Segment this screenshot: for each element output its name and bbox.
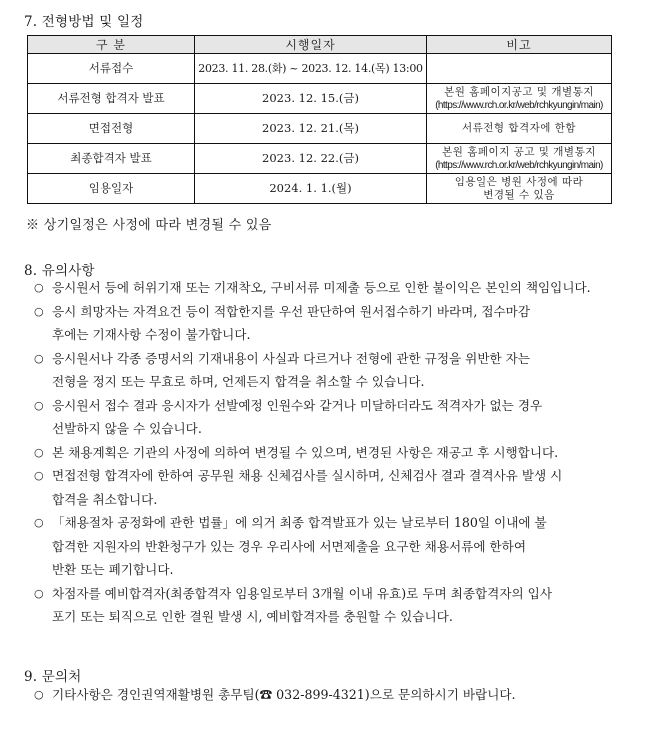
table-row — [28, 114, 612, 144]
precautions-list — [34, 276, 614, 629]
circle-bullet-icon: ○ — [34, 516, 44, 529]
list-item: ○ 응시원서나 각종 증명서의 기재내용이 사실과 다르거나 전형에 관한 규정을 위반한 자는 전형을 정지 또는 무효로 하며, 언제든지 합격을 취소할 수 있습니다. — [34, 347, 614, 394]
table-row — [28, 144, 612, 174]
remark-text: 임용일은 병원 사정에 따라 — [454, 175, 584, 188]
schedule-notice: ※ 상기일정은 사정에 따라 변경될 수 있음 — [26, 218, 272, 233]
remark-text: 변경될 수 있음 — [483, 188, 555, 201]
list-item — [34, 683, 614, 707]
list-item: ○ 차점자를 예비합격자(최종합격자 임용일로부터 3개월 이내 유효)로 두며 최종합격자의 입사 포기 또는 퇴직으로 인한 결원 발생 시, 예비합격자를 충원할 수 있습니다. — [34, 582, 614, 629]
row-date: 2023. 12. 15.(금) — [195, 84, 427, 114]
row-category: 최종합격자 발표 — [28, 144, 195, 174]
circle-bullet-icon: ○ — [34, 469, 44, 482]
contact-text: 기타사항은 경인권역재활병원 총무팀(☎ 032-899-4321)으로 문의하시기 바랍니다. — [52, 687, 516, 702]
section-8-title: 8. 유의사항 — [24, 263, 95, 279]
circle-bullet-icon: ○ — [34, 445, 44, 459]
circle-bullet-icon: ○ — [34, 398, 44, 412]
list-item: ○ 「채용절차 공정화에 관한 법률」에 의거 최종 합격발표가 있는 날로부터 180일 이내에 불 합격한 지원자의 반환청구가 있는 경우 우리사에 서면제출을 요구한 채용서류에 한하여 반환 또는 폐기합니다. — [34, 511, 614, 582]
row-category: 임용일자 — [28, 174, 195, 204]
row-remark — [427, 54, 612, 84]
row-date: 2023. 11. 28.(화) ~ 2023. 12. 14.(목) 13:00 — [195, 54, 427, 84]
table-row — [28, 84, 612, 114]
table-header-row — [28, 36, 612, 54]
remark-text: 서류전형 합격자에 한함 — [461, 122, 577, 134]
section-7-title: 7. 전형방법 및 일정 — [24, 14, 144, 30]
section-9-title: 9. 문의처 — [24, 669, 82, 685]
circle-bullet-icon: ○ — [34, 688, 44, 701]
contact-list — [34, 683, 614, 707]
remark-text: 본원 홈페이지 공고 및 개별통지 — [442, 145, 596, 158]
row-category: 서류전형 합격자 발표 — [28, 84, 195, 114]
header-category: 구 분 — [28, 36, 195, 54]
homepage-url: (https://www.rch.or.kr/web/rchkyungin/main) — [435, 99, 603, 111]
row-date: 2023. 12. 21.(목) — [195, 114, 427, 144]
homepage-url: (https://www.rch.or.kr/web/rchkyungin/main) — [435, 159, 603, 171]
header-remark: 비고 — [427, 36, 612, 54]
table-row — [28, 54, 612, 84]
schedule-table — [27, 35, 612, 204]
list-item: ○ 면접전형 합격자에 한하여 공무원 채용 신체검사를 실시하며, 신체검사 결과 결격사유 발생 시 합격을 취소합니다. — [34, 464, 614, 511]
circle-bullet-icon: ○ — [34, 586, 44, 600]
circle-bullet-icon: ○ — [34, 281, 44, 294]
row-remark — [427, 114, 612, 144]
circle-bullet-icon: ○ — [34, 304, 44, 318]
table-row — [28, 174, 612, 204]
header-date: 시행일자 — [195, 36, 427, 54]
row-remark — [427, 174, 612, 204]
circle-bullet-icon: ○ — [34, 351, 44, 365]
row-date: 2024. 1. 1.(월) — [195, 174, 427, 204]
list-item: ○ 응시원서 등에 허위기재 또는 기재착오, 구비서류 미제출 등으로 인한 불이익은 본인의 책임입니다. — [34, 276, 614, 300]
row-remark — [427, 84, 612, 114]
row-remark — [427, 144, 612, 174]
row-category: 서류접수 — [28, 54, 195, 84]
row-date: 2023. 12. 22.(금) — [195, 144, 427, 174]
list-item: ○ 응시원서 접수 결과 응시자가 선발예정 인원수와 같거나 미달하더라도 적격자가 없는 경우 선발하지 않을 수 있습니다. — [34, 394, 614, 441]
remark-text: 본원 홈페이지공고 및 개별통지 — [444, 85, 594, 98]
row-category: 면접전형 — [28, 114, 195, 144]
list-item: ○ 본 채용계획은 기관의 사정에 의하여 변경될 수 있으며, 변경된 사항은 재공고 후 시행합니다. — [34, 441, 614, 465]
list-item: ○ 응시 희망자는 자격요건 등이 적합한지를 우선 판단하여 원서접수하기 바라며, 접수마감 후에는 기재사항 수정이 불가합니다. — [34, 300, 614, 347]
